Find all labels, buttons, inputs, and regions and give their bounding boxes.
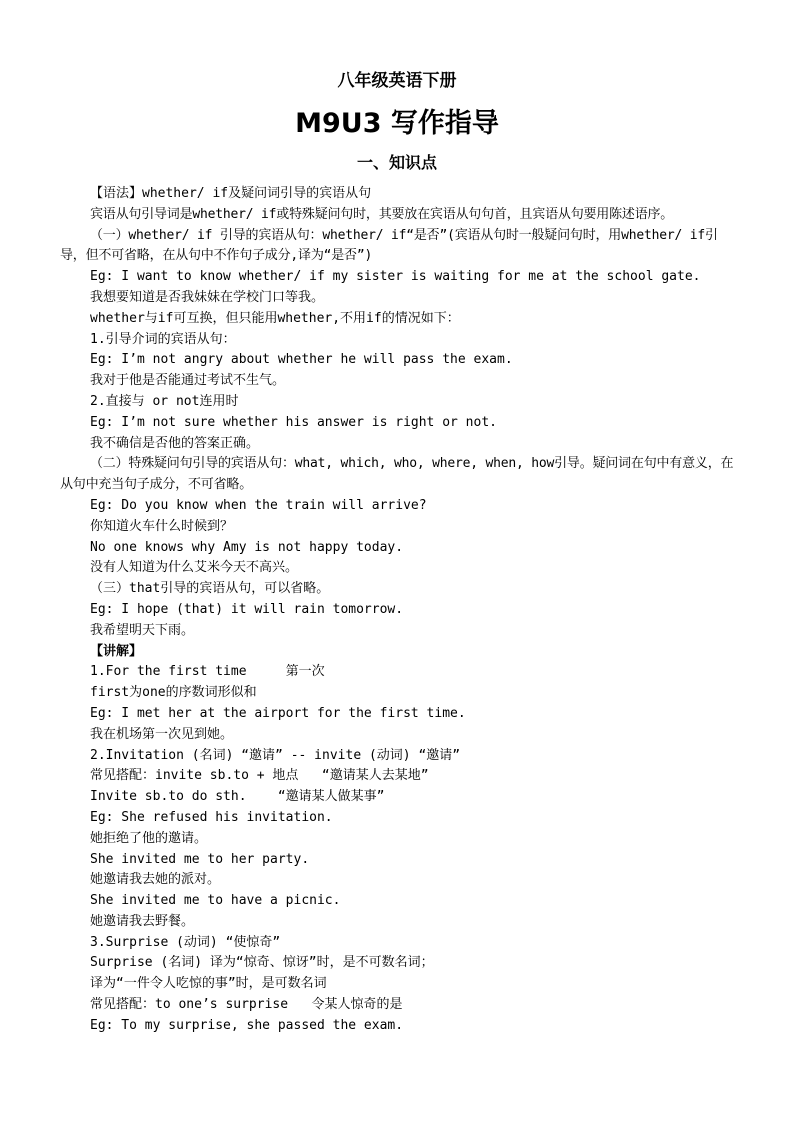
text-line: 译为“一件令人吃惊的事”时，是可数名词 — [90, 976, 327, 992]
document-body — [60, 184, 736, 1037]
example-translation: 她邀请我去野餐。 — [90, 913, 195, 929]
example-translation: 她拒绝了他的邀请。 — [90, 830, 208, 846]
collocation-line: 常见搭配：invite sb.to + 地点 “邀请某人去某地” — [90, 768, 429, 784]
collocation-line: 常见搭配：to one’s surprise 令某人惊奇的是 — [90, 997, 403, 1013]
example-sentence: Eg: She refused his invitation. — [90, 809, 333, 825]
paragraph-part-two: （二）特殊疑问句引导的宾语从句：what, which, who, where, when, how引导。疑问词在句中有意义，在从句中充当句子成分，不可省略。 — [60, 456, 734, 493]
example-sentence: Eg: I hope (that) it will rain tomorrow. — [90, 601, 404, 617]
example-sentence: Eg: I’m not angry about whether he will pass the exam. — [90, 352, 513, 368]
rule-item: 2.直接与 or not连用时 — [90, 393, 239, 409]
example-translation: 没有人知道为什么艾米今天不高兴。 — [90, 560, 299, 576]
example-sentence: Eg: Do you know when the train will arrive? — [90, 497, 427, 513]
example-translation: 你知道火车什么时候到？ — [90, 518, 234, 534]
text-line: Surprise (名词) 译为“惊奇、惊讶”时，是不可数名词； — [90, 955, 434, 971]
rule-item: 1.引导介词的宾语从句： — [90, 331, 236, 347]
collocation-line: Invite sb.to do sth. “邀请某人做某事” — [90, 789, 385, 805]
example-sentence: Eg: I met her at the airport for the first time. — [90, 705, 466, 721]
text-line: first为one的序数词形似和 — [90, 685, 257, 701]
example-translation: 我在机场第一次见到她。 — [90, 726, 234, 742]
example-sentence: Eg: I want to know whether/ if my sister is waiting for me at the school gate. — [90, 269, 701, 285]
paragraph-intro: 宾语从句引导词是whether/ if或特殊疑问句时，其要放在宾语从句句首，且宾语从句要用陈述语序。 — [90, 206, 674, 222]
vocab-item: 3.Surprise (动词) “使惊奇” — [90, 934, 281, 950]
example-sentence: No one knows why Amy is not happy today. — [90, 539, 404, 555]
example-translation: 我想要知道是否我妹妹在学校门口等我。 — [90, 289, 325, 305]
section-heading: 一、知识点 — [356, 153, 437, 172]
example-translation: 我对于他是否能通过考试不生气。 — [90, 373, 286, 389]
example-translation: 她邀请我去她的派对。 — [90, 872, 221, 888]
paragraph-part-one: （一）whether/ if 引导的宾语从句：whether/ if“是否”(宾语从句时一般疑问句时，用whether/ if引导，但不可省略，在从句中不作句子成分,译为“是否”) — [60, 227, 718, 264]
example-sentence: Eg: I’m not sure whether his answer is right or not. — [90, 414, 497, 430]
example-sentence: She invited me to her party. — [90, 851, 310, 867]
example-translation: 我希望明天下雨。 — [90, 622, 195, 638]
vocab-item: 2.Invitation (名词) “邀请” -- invite (动词) “邀请” — [90, 747, 461, 763]
vocab-item: 1.For the first time 第一次 — [90, 664, 325, 680]
grade-heading: 八年级英语下册 — [337, 71, 457, 91]
text-line: whether与if可互换，但只能用whether,不用if的情况如下： — [90, 310, 460, 326]
example-sentence: She invited me to have a picnic. — [90, 893, 341, 909]
explanation-heading: 【讲解】 — [90, 643, 143, 659]
grammar-heading: 【语法】whether/ if及疑问词引导的宾语从句 — [90, 186, 372, 201]
example-sentence: Eg: To my surprise, she passed the exam. — [90, 1017, 404, 1033]
paragraph-part-three: （三）that引导的宾语从句，可以省略。 — [90, 581, 330, 597]
page-title: M9U3 写作指导 — [295, 108, 499, 139]
example-translation: 我不确信是否他的答案正确。 — [90, 435, 260, 451]
